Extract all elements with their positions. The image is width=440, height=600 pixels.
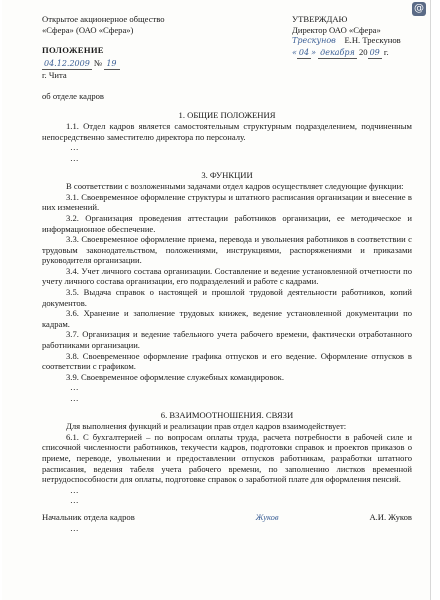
document-number: 19 [104,59,120,71]
approval-year-end: г. [383,46,389,57]
document-city: г. Чита [42,70,67,81]
list-item: 3.5. Выдача справок о настоящей и прошлой трудовой деятельности работников, копий документов. [42,287,412,308]
document-subject: об отделе кадров [42,90,104,101]
header-left [42,14,222,102]
section6-intro: Для выполнения функций и реализации прав отдел кадров взаимодействует: [66,421,347,432]
approval-date: « 04 » декабря 20 09 г. [292,47,432,60]
section3-title: 3. ФУНКЦИИ [201,169,253,180]
director-title: Директор ОАО «Сфера» [292,24,381,35]
document-body [42,14,412,533]
approval-block [292,14,432,102]
ellipsis: … [70,393,79,403]
approval-month: декабря [318,48,357,60]
document-header [42,14,412,102]
list-item: 3.7. Организация и ведение табельного учета рабочего времени, фактически отработанного работниками организации. [42,329,412,351]
section6-paragraph: 6.1. С бухгалтерией – по вопросам оплаты труда, расчета потребности в рабочей силе и списочной численности работников, текучести кадров, подготовки справок и проектов приказов о приеме, переводе, увольнении и предоставлении отпусков работникам, разработки штатного расписания, ведения табеля учета рабочего времени, по заполнению листков временной нетрудоспособности для оплаты, подготовке справок о заработной плате для оформления пенсий. [42,431,412,485]
signature-footer [42,512,412,523]
director-name: Е.Н. Трескунов [344,35,401,46]
number-label: № [93,57,103,68]
list-item: 3.3. Своевременное оформление приема, перевода и увольнения работников в соответствии с трудовым законодательством, положениями, инструкциями, распоряжениями и приказами руководителя организации. [42,234,412,266]
signer-signature: Жуков [255,511,279,522]
list-item: 3.2. Организация проведения аттестации работников организации, ее методическое и информационное обеспечение. [42,212,412,234]
org-name-line1: Открытое акционерное общество [42,14,165,24]
approval-year-suffix: 09 [368,48,382,60]
approval-day: 04 [297,48,311,60]
ellipsis: … [70,152,79,163]
signer-position: Начальник отдела кадров [42,511,135,522]
director-signature: Трескунов [292,36,336,46]
ellipsis: … [70,382,79,393]
signer-name: А.И. Жуков [369,511,412,522]
list-item: 3.9. Своевременное оформление служебных командировок. [66,371,284,382]
document-page [2,0,431,600]
org-name-line2: «Сфера» (ОАО «Сфера») [42,24,134,35]
document-type: ПОЛОЖЕНИЕ [42,45,104,56]
ellipsis: … [70,484,79,495]
list-item: 3.4. Учет личного состава организации. Составление и ведение установленной отчетности по учету личного состава организации, его подразделений и работе с кадрами. [42,265,412,287]
section3-intro: В соответствии с возложенными задачами отдел кадров осуществляет следующие функции: [66,181,404,192]
section1-paragraph: 1.1. Отдел кадров является самостоятельным структурным подразделением, подчиненным непосредственно заместителю директора по персоналу. [42,121,412,142]
approve-label: УТВЕРЖДАЮ [292,14,348,24]
section6-title: 6. ВЗАИМООТНОШЕНИЯ. СВЯЗИ [160,409,294,420]
section1-title: 1. ОБЩИЕ ПОЛОЖЕНИЯ [178,109,276,120]
list-item: 3.6. Хранение и заполнение трудовых книжек, ведение установленной документации по кадрам. [42,308,412,329]
date-number-line [42,58,222,71]
ellipsis: … [70,522,79,533]
list-item: 3.8. Своевременное оформление графика отпусков и его ведение. Оформление отпусков в соответствии с графиком. [42,350,412,372]
director-signature-line [292,35,432,47]
at-sign-icon[interactable]: @ [414,3,424,14]
ellipsis: … [70,142,79,153]
list-item: 3.1. Своевременное оформление структуры и штатного расписания организации и внесение в них изменений. [42,191,412,213]
document-date: 04.12.2009 [42,59,92,71]
approval-year-prefix: 20 [358,46,368,57]
ellipsis: … [70,495,79,506]
